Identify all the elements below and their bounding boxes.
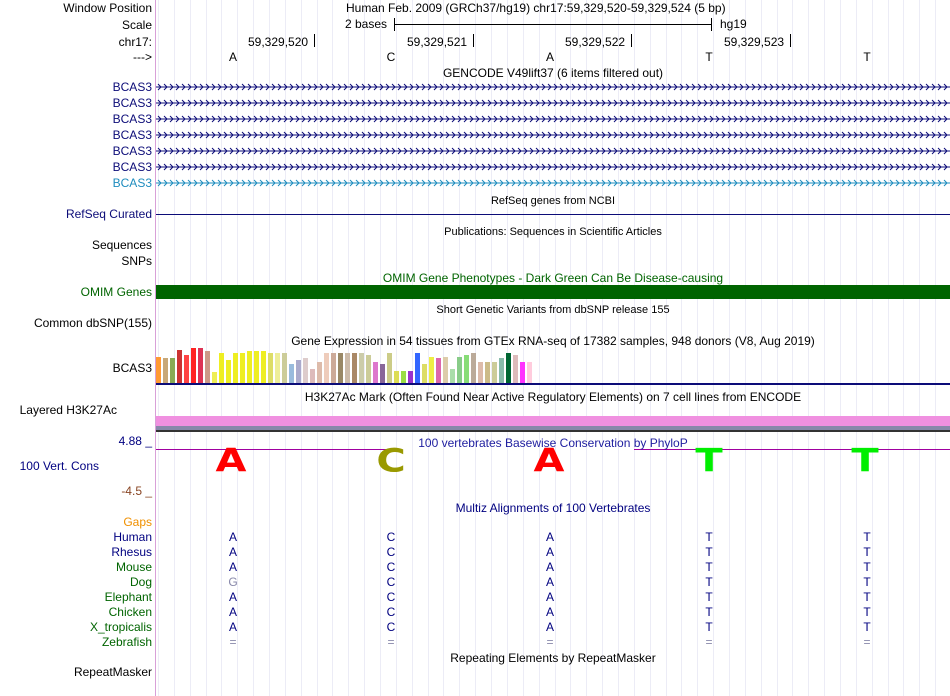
- gtex-tissue-bar[interactable]: [226, 360, 231, 383]
- repeatmasker-label[interactable]: RepeatMasker: [73, 665, 152, 679]
- gtex-tissue-bar[interactable]: [261, 351, 266, 383]
- cons-max-label: 4.88 _: [118, 434, 152, 448]
- gtex-tissue-bar[interactable]: [324, 353, 329, 383]
- position-title: Human Feb. 2009 (GRCh37/hg19) chr17:59,329,520-59,329,524 (5 bp): [346, 1, 726, 15]
- scale-bar-right-end: [711, 18, 712, 31]
- browser-track-image[interactable]: [156, 0, 950, 696]
- align-base-mouse-5: T: [863, 560, 871, 574]
- gencode-label-7[interactable]: BCAS3: [112, 176, 152, 190]
- gtex-tissue-bar[interactable]: [408, 371, 413, 383]
- align-base-human-3: A: [545, 530, 554, 544]
- logo-letter-4: T: [695, 442, 723, 480]
- align-base-chicken-2: C: [386, 605, 396, 619]
- gtex-tissue-bar[interactable]: [205, 351, 210, 383]
- align-base-dog-4: T: [705, 575, 713, 589]
- coord-tick-1: [314, 34, 315, 47]
- gencode-label-6[interactable]: BCAS3: [112, 160, 152, 174]
- phylop-title: 100 vertebrates Basewise Conservation by PhyloP: [418, 436, 688, 450]
- align-base-chicken-4: T: [705, 605, 713, 619]
- align-base-chicken-3: A: [545, 605, 554, 619]
- ref-base-2: C: [386, 50, 396, 64]
- gencode-gene-2[interactable]: [156, 97, 950, 109]
- align-base-dog-1: G: [228, 575, 238, 589]
- gtex-tissue-bar[interactable]: [331, 353, 336, 383]
- align-base-chicken-1: A: [228, 605, 237, 619]
- omim-label[interactable]: OMIM Genes: [80, 285, 152, 299]
- align-base-dog-3: A: [545, 575, 554, 589]
- gtex-tissue-bar[interactable]: [380, 364, 385, 383]
- gtex-tissue-bar[interactable]: [282, 353, 287, 383]
- logo-letter-3: A: [533, 442, 565, 480]
- align-base-elephant-1: A: [228, 590, 237, 604]
- ref-base-3: A: [545, 50, 554, 64]
- refseq-title: RefSeq genes from NCBI: [490, 195, 616, 207]
- gtex-tissue-bar[interactable]: [233, 353, 238, 383]
- h3k27ac-label[interactable]: Layered H3K27Ac: [19, 403, 117, 417]
- dbsnp-label[interactable]: Common dbSNP(155): [33, 316, 152, 330]
- align-base-xtropicalis-5: T: [863, 620, 871, 634]
- align-base-elephant-4: T: [705, 590, 713, 604]
- gtex-tissue-bar[interactable]: [485, 362, 490, 383]
- gtex-tissue-bar[interactable]: [352, 353, 357, 383]
- coord-tick-2: [473, 34, 474, 47]
- gtex-tissue-bar[interactable]: [366, 355, 371, 383]
- align-base-zebrafish-2: =: [387, 635, 395, 649]
- align-base-mouse-4: T: [705, 560, 713, 574]
- gtex-tissue-bar[interactable]: [527, 362, 532, 383]
- repeatmasker-title: Repeating Elements by RepeatMasker: [450, 651, 656, 665]
- h3k27ac-signal[interactable]: [156, 416, 950, 426]
- align-base-zebrafish-5: =: [863, 635, 871, 649]
- gtex-tissue-bar[interactable]: [373, 362, 378, 383]
- gtex-tissue-bar[interactable]: [191, 348, 196, 383]
- gtex-tissue-bar[interactable]: [422, 364, 427, 383]
- align-base-dog-2: C: [386, 575, 396, 589]
- sequences-label[interactable]: Sequences: [91, 238, 152, 252]
- coord-tick-3: [631, 34, 632, 47]
- align-base-rhesus-4: T: [705, 545, 713, 559]
- align-base-zebrafish-4: =: [705, 635, 713, 649]
- gtex-tissue-bar[interactable]: [310, 369, 315, 383]
- coord-tick-4: [790, 34, 791, 47]
- gtex-tissue-bar[interactable]: [275, 353, 280, 383]
- gtex-tissue-bar[interactable]: [492, 362, 497, 383]
- gtex-tissue-bar[interactable]: [394, 371, 399, 383]
- scale-bar: [394, 24, 712, 25]
- gtex-gene-line: [156, 383, 950, 385]
- align-base-mouse-3: A: [545, 560, 554, 574]
- species-dog: Dog: [129, 575, 152, 589]
- gtex-tissue-bar[interactable]: [219, 353, 224, 383]
- gtex-tissue-bar[interactable]: [436, 358, 441, 383]
- gtex-tissue-bar[interactable]: [429, 357, 434, 383]
- gtex-tissue-bar[interactable]: [513, 355, 518, 383]
- omim-title: OMIM Gene Phenotypes - Dark Green Can Be Disease-causing: [382, 271, 724, 285]
- gtex-tissue-bar[interactable]: [303, 358, 308, 383]
- gtex-tissue-bar[interactable]: [345, 353, 350, 383]
- gaps-label: Gaps: [123, 515, 152, 529]
- gencode-gene-3[interactable]: [156, 113, 950, 125]
- gencode-label-3[interactable]: BCAS3: [112, 112, 152, 126]
- gtex-tissue-bar[interactable]: [268, 353, 273, 383]
- align-base-elephant-5: T: [863, 590, 871, 604]
- gtex-tissue-bar[interactable]: [289, 364, 294, 383]
- gtex-tissue-bar[interactable]: [450, 369, 455, 383]
- logo-letter-2: C: [376, 442, 406, 480]
- scale-label: Scale: [121, 18, 152, 32]
- align-base-zebrafish-1: =: [229, 635, 237, 649]
- gencode-label-2[interactable]: BCAS3: [112, 96, 152, 110]
- gtex-tissue-bar[interactable]: [359, 353, 364, 383]
- species-elephant: Elephant: [104, 590, 152, 604]
- cons-name-label[interactable]: 100 Vert. Cons: [19, 459, 99, 473]
- gtex-tissue-bar[interactable]: [415, 353, 420, 383]
- gtex-tissue-bar[interactable]: [471, 353, 476, 383]
- dbsnp-title: Short Genetic Variants from dbSNP release 155: [436, 304, 670, 316]
- ref-base-5: T: [863, 50, 871, 64]
- logo-letter-5: T: [851, 442, 879, 480]
- gtex-tissue-bar[interactable]: [170, 358, 175, 383]
- align-base-zebrafish-3: =: [546, 635, 554, 649]
- align-base-chicken-5: T: [863, 605, 871, 619]
- refseq-gene-line[interactable]: [156, 214, 950, 215]
- gtex-tissue-bar[interactable]: [338, 353, 343, 383]
- strand-label: --->: [133, 50, 152, 64]
- gtex-bar-chart[interactable]: [156, 348, 556, 383]
- ref-base-1: A: [228, 50, 237, 64]
- gtex-title: Gene Expression in 54 tissues from GTEx RNA-seq of 17382 samples, 948 donors (V8, Aug 2019): [291, 334, 815, 348]
- gtex-tissue-bar[interactable]: [198, 348, 203, 383]
- align-base-rhesus-3: A: [545, 545, 554, 559]
- align-base-elephant-2: C: [386, 590, 396, 604]
- h3k27ac-baseline: [156, 430, 950, 432]
- publications-title: Publications: Sequences in Scientific Articles: [444, 226, 662, 238]
- gtex-tissue-bar[interactable]: [240, 353, 245, 383]
- align-base-dog-5: T: [863, 575, 871, 589]
- align-base-human-2: C: [386, 530, 396, 544]
- species-human: Human: [113, 530, 152, 544]
- align-base-xtropicalis-1: A: [228, 620, 237, 634]
- h3k27ac-title: H3K27Ac Mark (Often Found Near Active Regulatory Elements) on 7 cell lines from ENCODE: [304, 390, 802, 404]
- gencode-gene-1[interactable]: [156, 81, 950, 93]
- coord-label-2: 59,329,521: [407, 35, 468, 49]
- gtex-tissue-bar[interactable]: [177, 350, 182, 383]
- align-base-human-1: A: [228, 530, 237, 544]
- assembly-label: hg19: [720, 17, 747, 31]
- scale-text: 2 bases: [345, 17, 388, 31]
- align-base-mouse-2: C: [386, 560, 396, 574]
- align-base-rhesus-2: C: [386, 545, 396, 559]
- coord-label-4: 59,329,523: [724, 35, 785, 49]
- coord-label-3: 59,329,522: [565, 35, 626, 49]
- gtex-tissue-bar[interactable]: [296, 360, 301, 383]
- gencode-gene-4[interactable]: [156, 129, 950, 141]
- cons-min-label: -4.5 _: [121, 484, 152, 498]
- gencode-title: GENCODE V49lift37 (6 items filtered out): [442, 66, 664, 80]
- species-zebrafish: Zebrafish: [101, 635, 152, 649]
- gencode-gene-7[interactable]: [156, 177, 950, 189]
- gtex-tissue-bar[interactable]: [520, 362, 525, 383]
- species-chicken: Chicken: [108, 605, 152, 619]
- gencode-label-1[interactable]: BCAS3: [112, 80, 152, 94]
- align-base-rhesus-5: T: [863, 545, 871, 559]
- gtex-tissue-bar[interactable]: [464, 355, 469, 383]
- gencode-label-5[interactable]: BCAS3: [112, 144, 152, 158]
- gtex-tissue-bar[interactable]: [156, 357, 161, 383]
- gtex-tissue-bar[interactable]: [506, 353, 511, 383]
- align-base-rhesus-1: A: [228, 545, 237, 559]
- gencode-label-4[interactable]: BCAS3: [112, 128, 152, 142]
- align-base-xtropicalis-4: T: [705, 620, 713, 634]
- gtex-tissue-bar[interactable]: [212, 372, 217, 383]
- gtex-tissue-bar[interactable]: [478, 362, 483, 383]
- window-position-label: Window Position: [63, 1, 152, 15]
- gencode-gene-5[interactable]: [156, 145, 950, 157]
- gencode-gene-6[interactable]: [156, 161, 950, 173]
- gtex-tissue-bar[interactable]: [254, 351, 259, 383]
- align-base-mouse-1: A: [228, 560, 237, 574]
- gtex-tissue-bar[interactable]: [184, 355, 189, 383]
- ref-base-4: T: [705, 50, 713, 64]
- gtex-tissue-bar[interactable]: [443, 357, 448, 383]
- align-base-elephant-3: A: [545, 590, 554, 604]
- species-xtropicalis: X_tropicalis: [89, 620, 152, 634]
- refseq-label[interactable]: RefSeq Curated: [65, 207, 152, 221]
- scale-bar-left-end: [394, 18, 395, 31]
- align-base-human-5: T: [863, 530, 871, 544]
- gtex-tissue-bar[interactable]: [247, 351, 252, 383]
- align-base-xtropicalis-2: C: [386, 620, 396, 634]
- gtex-tissue-bar[interactable]: [387, 353, 392, 383]
- species-mouse: Mouse: [115, 560, 152, 574]
- gtex-tissue-bar[interactable]: [457, 357, 462, 383]
- track-labels: [0, 0, 155, 696]
- omim-gene-bar[interactable]: [156, 285, 950, 299]
- gtex-tissue-bar[interactable]: [401, 371, 406, 383]
- chrom-label: chr17:: [118, 35, 152, 49]
- gtex-tissue-bar[interactable]: [317, 362, 322, 383]
- gtex-label[interactable]: BCAS3: [112, 361, 152, 375]
- coord-label-1: 59,329,520: [248, 35, 309, 49]
- snps-label[interactable]: SNPs: [121, 254, 152, 268]
- species-rhesus: Rhesus: [111, 545, 152, 559]
- multiz-title: Multiz Alignments of 100 Vertebrates: [455, 501, 651, 515]
- gtex-tissue-bar[interactable]: [163, 358, 168, 383]
- align-base-xtropicalis-3: A: [545, 620, 554, 634]
- logo-letter-1: A: [215, 442, 247, 480]
- gtex-tissue-bar[interactable]: [499, 358, 504, 383]
- align-base-human-4: T: [705, 530, 713, 544]
